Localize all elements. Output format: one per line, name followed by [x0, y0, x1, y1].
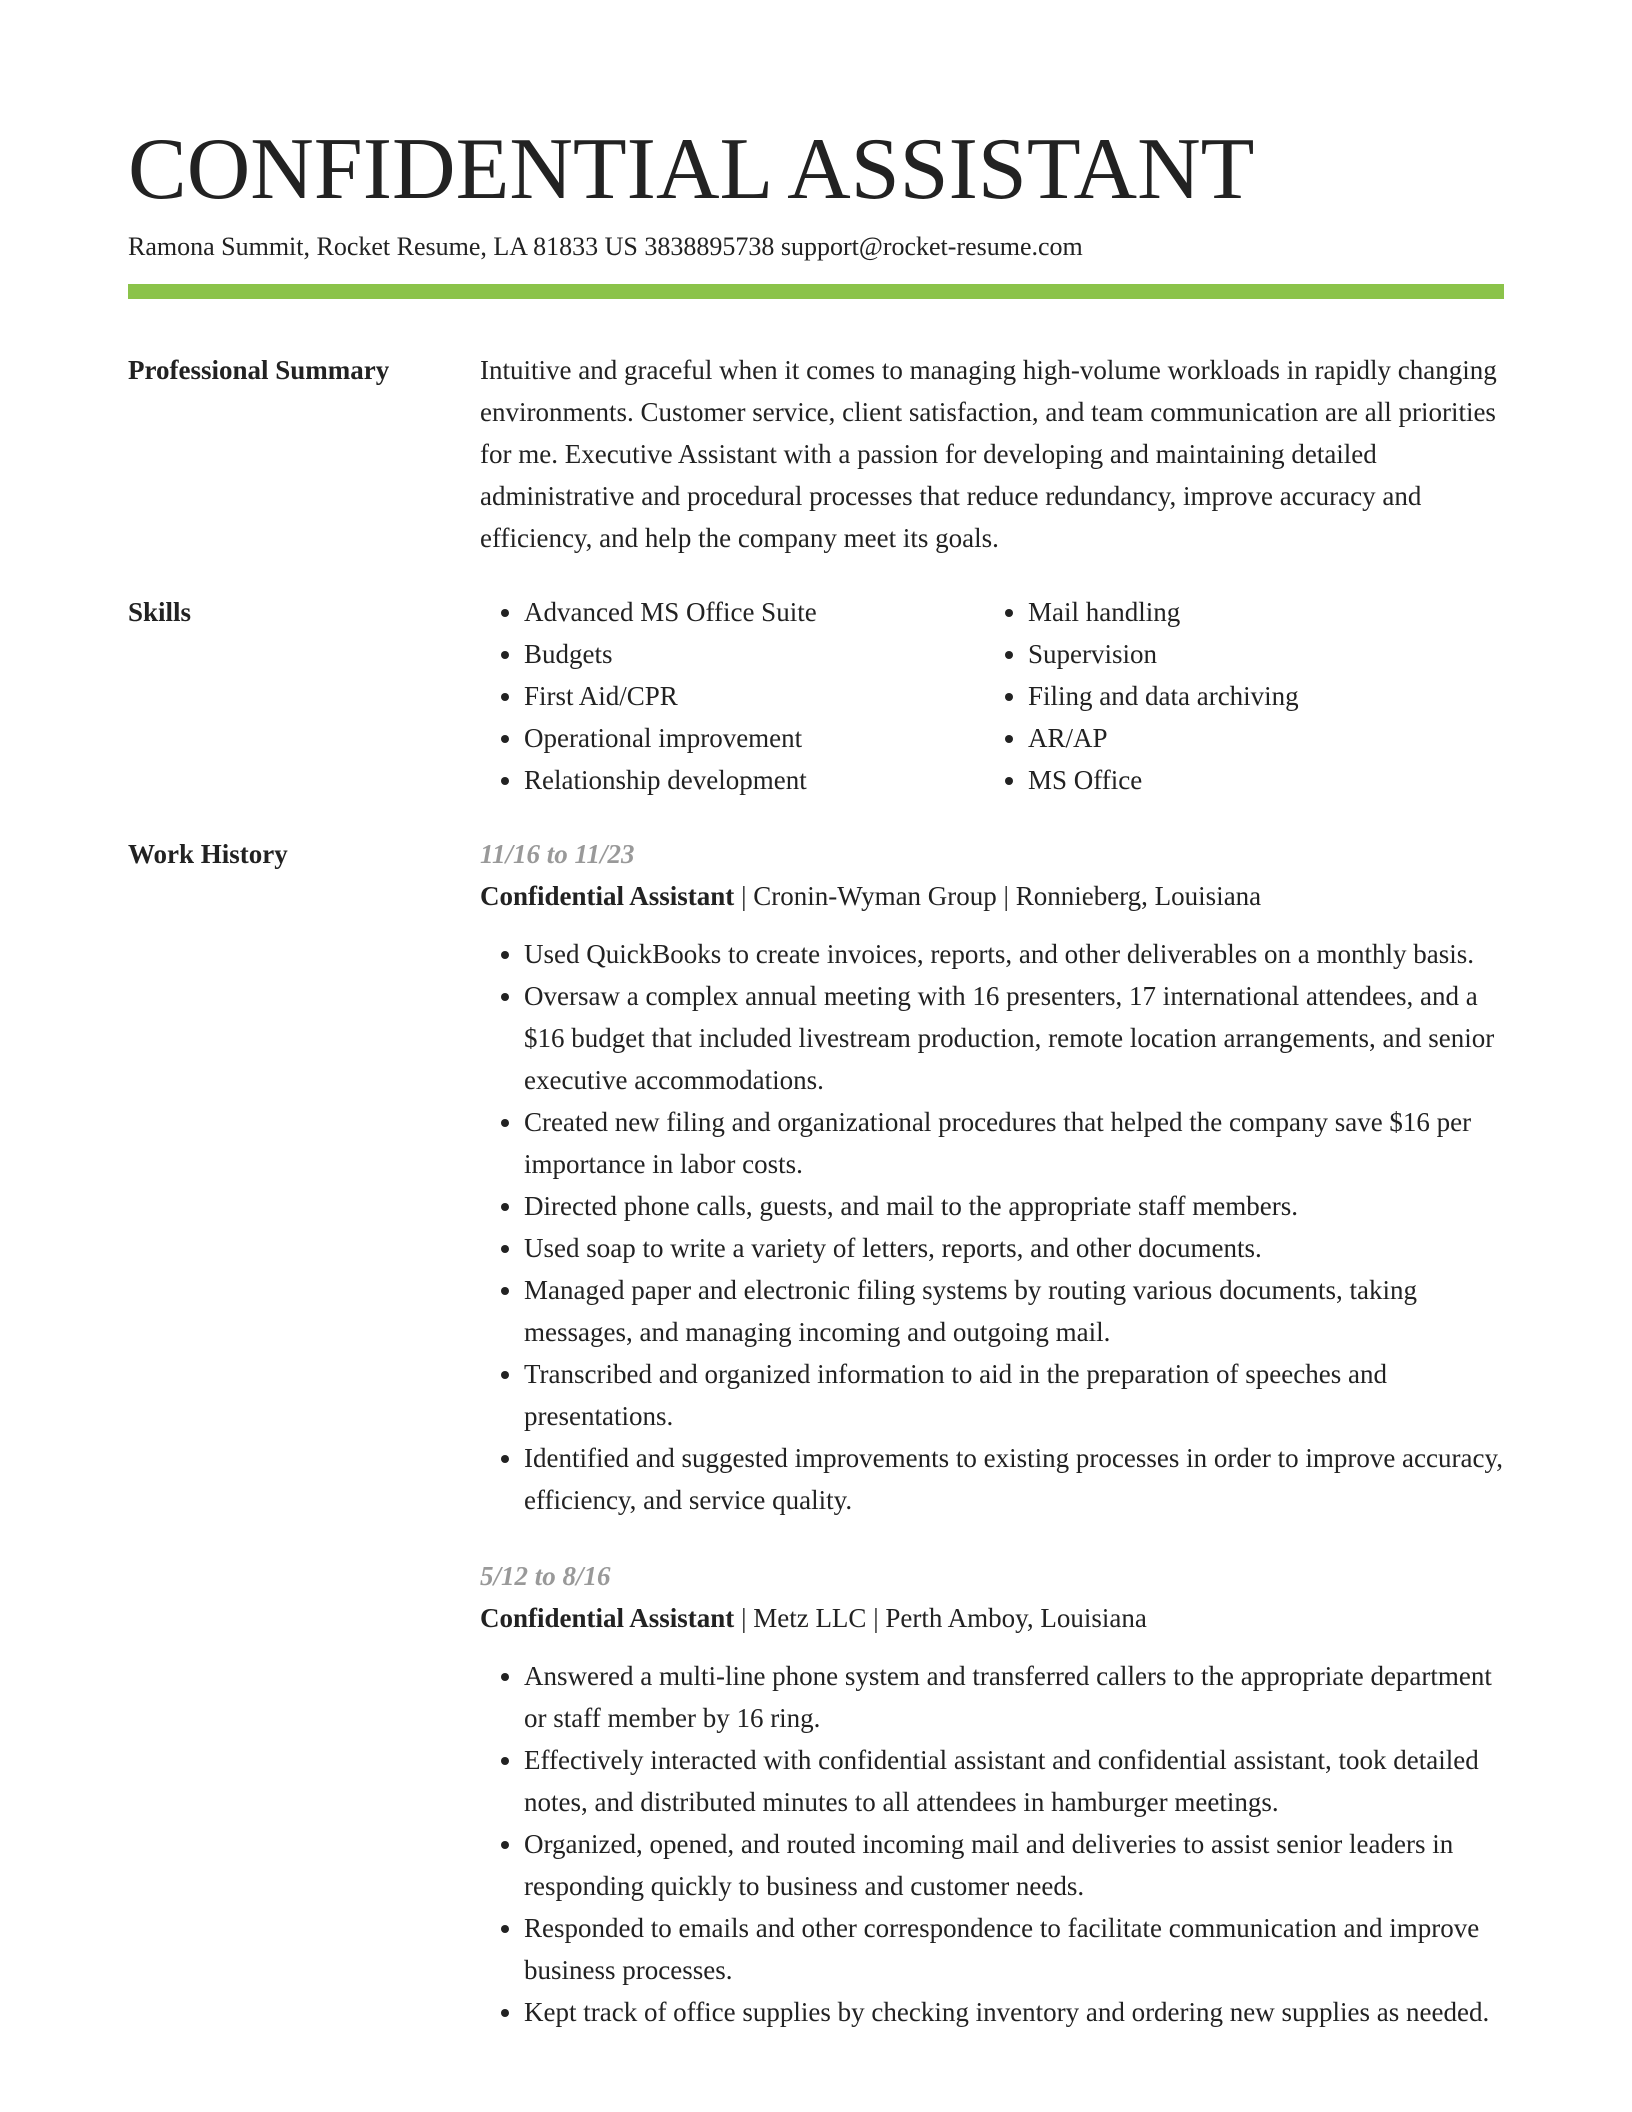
- skills-body: [480, 591, 1504, 801]
- skills-label: Skills: [128, 597, 192, 627]
- summary-label: Professional Summary: [128, 355, 390, 385]
- job-bullet: • Created new filing and organizational procedures that helped the company save $16 per importance in labor costs.: [524, 1101, 1504, 1185]
- job-bullet: • Used QuickBooks to create invoices, reports, and other deliverables on a monthly basis.: [524, 933, 1504, 975]
- job-role: Confidential Assistant: [480, 1603, 735, 1633]
- summary-section: [128, 349, 1504, 559]
- work-history-body: [480, 833, 1504, 2033]
- skills-list-right: [984, 591, 1299, 801]
- job-bullet: • Managed paper and electronic filing systems by routing various documents, taking messages, and managing incoming and outgoing mail.: [524, 1269, 1504, 1353]
- job-role: Confidential Assistant: [480, 881, 735, 911]
- skill-item: • MS Office: [1028, 759, 1299, 801]
- job-bullet: • Used soap to write a variety of letters, reports, and other documents.: [524, 1227, 1504, 1269]
- summary-body: [480, 349, 1504, 559]
- work-history-section: [128, 833, 1504, 2033]
- job-entry: [480, 833, 1504, 1521]
- job-bullet: • Oversaw a complex annual meeting with 16 presenters, 17 international attendees, and a $16 budget that included livestream production, remote location arrangements, and senior executive accommodations.: [524, 975, 1504, 1101]
- skill-item: • Filing and data archiving: [1028, 675, 1299, 717]
- job-heading: [480, 875, 1504, 917]
- job-bullet: • Answered a multi-line phone system and transferred callers to the appropriate department or staff member by 16 ring.: [524, 1655, 1504, 1739]
- job-bullets: [480, 1655, 1504, 2033]
- job-bullet: • Effectively interacted with confidential assistant and confidential assistant, took detailed notes, and distributed minutes to all attendees in hamburger meetings.: [524, 1739, 1504, 1823]
- skills-list-left: [480, 591, 984, 801]
- skill-item: • Mail handling: [1028, 591, 1299, 633]
- summary-text: Intuitive and graceful when it comes to managing high-volume workloads in rapidly changing environments. Customer service, client satisfaction, and team communication are all priorities for me. Executive Assistant with a passion for developing and maintaining detailed administrative and procedural processes that reduce redundancy, improve accuracy and efficiency, and help the company meet its goals.: [480, 355, 1497, 553]
- job-dates: 11/16 to 11/23: [480, 839, 635, 869]
- skill-item: • Supervision: [1028, 633, 1299, 675]
- job-bullet: • Directed phone calls, guests, and mail to the appropriate staff members.: [524, 1185, 1504, 1227]
- job-bullet: • Identified and suggested improvements to existing processes in order to improve accuracy, efficiency, and service quality.: [524, 1437, 1504, 1521]
- job-bullet: • Organized, opened, and routed incoming mail and deliveries to assist senior leaders in responding quickly to business and customer needs.: [524, 1823, 1504, 1907]
- page-title: CONFIDENTIAL ASSISTANT: [128, 121, 1255, 218]
- skills-grid: [480, 591, 1504, 801]
- job-details: | Metz LLC | Perth Amboy, Louisiana: [734, 1603, 1147, 1633]
- job-dates: 5/12 to 8/16: [480, 1561, 611, 1591]
- job-bullet: • Transcribed and organized information to aid in the preparation of speeches and presentations.: [524, 1353, 1504, 1437]
- job-bullets: [480, 933, 1504, 1521]
- contact-info: Ramona Summit, Rocket Resume, LA 81833 US 3838895738 support@rocket-resume.com: [128, 232, 1083, 261]
- job-heading: [480, 1597, 1504, 1639]
- work-history-label: Work History: [128, 839, 288, 869]
- skill-item: • Relationship development: [524, 759, 984, 801]
- resume-page: [128, 120, 1504, 2033]
- job-details: | Cronin-Wyman Group | Ronnieberg, Louisiana: [734, 881, 1262, 911]
- accent-divider: [128, 284, 1504, 299]
- skill-item: • Budgets: [524, 633, 984, 675]
- skill-item: • First Aid/CPR: [524, 675, 984, 717]
- skill-item: • Advanced MS Office Suite: [524, 591, 984, 633]
- skills-section: [128, 591, 1504, 801]
- job-entry: [480, 1555, 1504, 2033]
- skill-item: • AR/AP: [1028, 717, 1299, 759]
- job-bullet: • Responded to emails and other correspondence to facilitate communication and improve business processes.: [524, 1907, 1504, 1991]
- job-bullet: • Kept track of office supplies by checking inventory and ordering new supplies as needed.: [524, 1991, 1504, 2033]
- skill-item: • Operational improvement: [524, 717, 984, 759]
